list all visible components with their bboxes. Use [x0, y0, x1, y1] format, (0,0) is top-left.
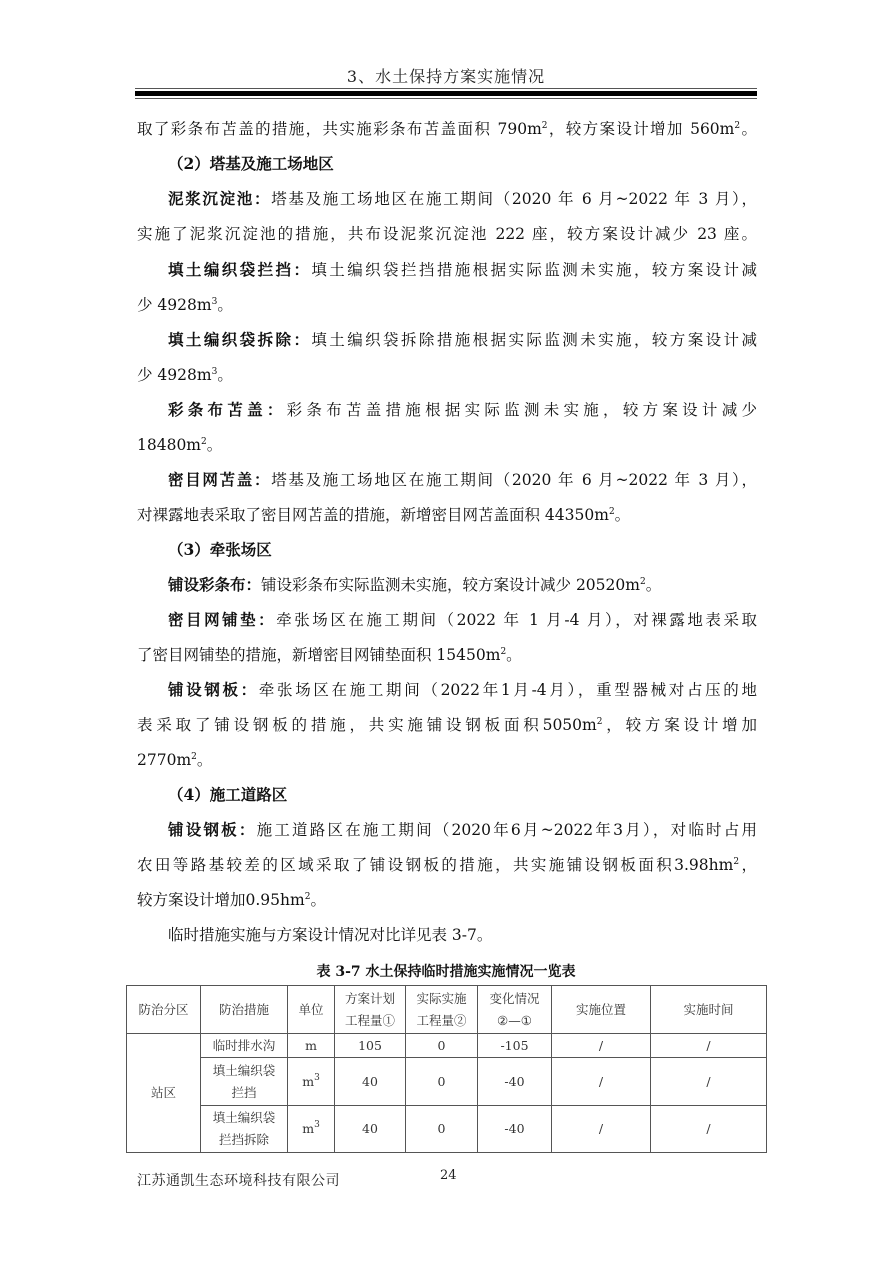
header-cell: 方案计划 工程量① [335, 986, 406, 1034]
header-rule [135, 88, 757, 89]
paragraph-line: 密目网苫盖：塔基及施工场地区在施工期间（2020 年 6 月~2022 年 3 月）， [168, 470, 757, 489]
paragraph-line: 对裸露地表采取了密目网苫盖的措施，新增密目网苫盖面积 $44350m^2$。 [137, 506, 631, 524]
paragraph-line: $2770m^2$。 [137, 751, 213, 769]
location-cell: / [552, 1106, 651, 1153]
page-header-title: 3、水土保持方案实施情况 [346, 67, 546, 86]
plan-cell: 40 [335, 1106, 406, 1153]
paragraph-line: 较方案设计增加$0.95hm^2$。 [137, 891, 326, 909]
measure-cell: 临时排水沟 [201, 1034, 288, 1058]
location-cell: / [552, 1058, 651, 1106]
plan-cell: 40 [335, 1058, 406, 1106]
paragraph-line: 填土编织袋拆除：填土编织袋拆除措施根据实际监测未实施，较方案设计减 [168, 330, 757, 349]
actual-cell: 0 [406, 1106, 478, 1153]
header-rule [135, 91, 757, 96]
change-cell: -40 [478, 1058, 552, 1106]
unit-cell: $m^3$ [288, 1106, 335, 1153]
section-heading: （3）牵张场区 [168, 540, 272, 559]
change-cell: -105 [478, 1034, 552, 1058]
section-heading: （2）塔基及施工场地区 [168, 154, 334, 173]
actual-cell: 0 [406, 1058, 478, 1106]
paragraph-line: 了密目网铺垫的措施，新增密目网铺垫面积 $15450m^2$。 [137, 646, 522, 664]
time-cell: / [651, 1058, 767, 1106]
location-cell: / [552, 1034, 651, 1058]
header-cell: 实际实施 工程量② [406, 986, 478, 1034]
paragraph-line: 取了彩条布苫盖的措施，共实施彩条布苫盖面积 $790m^2$，较方案设计增加 $560m^2$。 [137, 120, 757, 138]
header-cell: 防治分区 [127, 986, 201, 1034]
footer-company: 江苏通凯生态环境科技有限公司 [137, 1173, 340, 1189]
unit-cell: m [288, 1034, 335, 1058]
change-cell: -40 [478, 1106, 552, 1153]
paragraph-line: 铺设彩条布：铺设彩条布实际监测未实施，较方案设计减少 $20520m^2$。 [168, 575, 662, 594]
paragraph-line: 彩条布苫盖：彩条布苫盖措施根据实际监测未实施，较方案设计减少 [168, 400, 757, 419]
header-cell: 实施位置 [552, 986, 651, 1034]
page-number: 24 [440, 1168, 457, 1183]
paragraph-line: 少 $4928m^3$。 [137, 366, 233, 384]
measure-cell: 填土编织袋 拦挡 [201, 1058, 288, 1106]
paragraph-line: 泥浆沉淀池：塔基及施工场地区在施工期间（2020 年 6 月~2022 年 3 月）， [168, 189, 757, 208]
time-cell: / [651, 1106, 767, 1153]
header-cell: 单位 [288, 986, 335, 1034]
table-caption: 表 3-7 水土保持临时措施实施情况一览表 [316, 964, 576, 980]
paragraph-line: 临时措施实施与方案设计情况对比详见表 3-7。 [168, 926, 493, 944]
unit-cell: $m^3$ [288, 1058, 335, 1106]
paragraph-line: 农田等路基较差的区域采取了铺设钢板的措施，共实施铺设钢板面积$3.98hm^2$， [137, 856, 757, 874]
header-cell: 实施时间 [651, 986, 767, 1034]
paragraph-line: 铺设钢板：施工道路区在施工期间（2020年6月~2022年3月），对临时占用 [168, 820, 757, 839]
table-row [127, 1106, 767, 1153]
actual-cell: 0 [406, 1034, 478, 1058]
plan-cell: 105 [335, 1034, 406, 1058]
header-cell: 防治措施 [201, 986, 288, 1034]
paragraph-line: 铺设钢板：牵张场区在施工期间（2022年1月-4月），重型器械对占压的地 [168, 680, 757, 699]
paragraph-line: 填土编织袋拦挡：填土编织袋拦挡措施根据实际监测未实施，较方案设计减 [168, 260, 757, 279]
table-header-row [127, 986, 767, 1034]
paragraph-line: 少 $4928m^3$。 [137, 296, 233, 314]
table-row [127, 1034, 767, 1058]
header-rule [135, 98, 757, 99]
header-cell: 变化情况 ②—① [478, 986, 552, 1034]
paragraph-line: 实施了泥浆沉淀池的措施，共布设泥浆沉淀池 222 座，较方案设计减少 23 座。 [137, 225, 757, 243]
time-cell: / [651, 1034, 767, 1058]
section-heading: （4）施工道路区 [168, 785, 288, 804]
table-row [127, 1058, 767, 1106]
paragraph-line: 密目网铺垫：牵张场区在施工期间（2022 年 1 月-4 月），对裸露地表采取 [168, 610, 757, 629]
paragraph-line: 表采取了铺设钢板的措施，共实施铺设钢板面积$5050m^2$，较方案设计增加 [137, 716, 757, 734]
measure-cell: 填土编织袋 拦挡拆除 [201, 1106, 288, 1153]
measures-table [126, 985, 767, 1153]
zone-cell: 站区 [127, 1034, 201, 1153]
paragraph-line: $18480m^2$。 [137, 436, 223, 454]
